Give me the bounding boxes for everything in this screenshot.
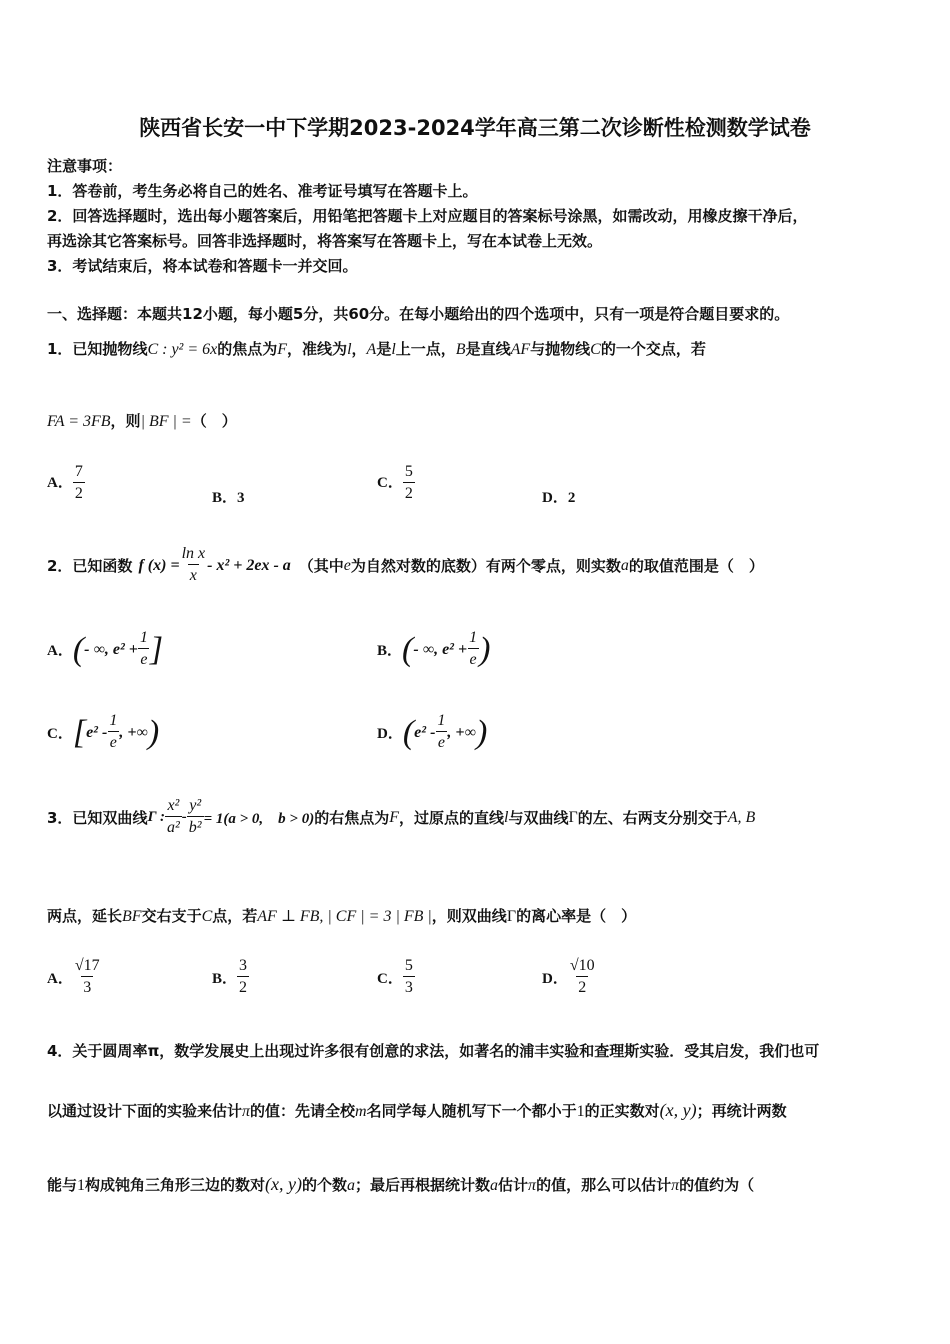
q3-minus: - — [181, 809, 187, 825]
bracket: ( — [402, 713, 415, 751]
bracket: ( — [402, 630, 414, 668]
q1-var: l — [347, 341, 352, 358]
q4-pair: (x, y) — [265, 1174, 302, 1194]
q3-eq: = 1(a > 0, b > 0) — [203, 811, 315, 827]
option-label: D． — [542, 971, 568, 987]
frac-num: 1 — [469, 629, 478, 646]
expr-text: , +∞ — [447, 723, 476, 741]
expr-text: e² - — [414, 723, 436, 741]
bracket: ( — [72, 630, 85, 668]
q3-text: 的右焦点为 — [314, 809, 390, 827]
q3-hyperbola — [147, 796, 314, 839]
frac-den: e — [436, 731, 447, 754]
q1-text: 是 — [376, 340, 392, 358]
q1-option-d[interactable]: D．2 — [542, 490, 576, 506]
q3-text: 的左、右两支分别交于 — [577, 809, 728, 827]
q2-text: 的取值范围是（ ） — [628, 557, 764, 575]
q3-text: 交右支于 — [141, 907, 202, 925]
frac-den: 2 — [237, 976, 249, 999]
q1-text: ，则 — [110, 412, 141, 430]
q2-f: f (x) = — [138, 556, 180, 574]
question-2-line — [47, 544, 764, 587]
q3-text: ，则双曲线 — [431, 907, 507, 925]
expr-text: - ∞, e² + — [413, 640, 468, 658]
frac-den: e — [468, 648, 479, 671]
q2-option-b[interactable] — [377, 628, 490, 671]
frac-num: 7 — [74, 463, 83, 480]
q4-text: 能与 — [47, 1176, 78, 1194]
frac-den: 3 — [403, 976, 415, 999]
q1-var: A — [366, 341, 377, 358]
frac-num: 5 — [404, 957, 413, 974]
q3-text: 与双曲线 — [508, 809, 569, 827]
q4-pair: (x, y) — [659, 1100, 697, 1120]
option-label: D． — [377, 726, 403, 742]
q3-option-c[interactable] — [377, 956, 415, 999]
q2-option-c[interactable] — [47, 711, 159, 754]
option-label: A． — [47, 971, 73, 987]
q3-condition: AF ⊥ FB, | CF | = 3 | FB | — [257, 908, 432, 925]
q1-var: F — [277, 341, 288, 358]
q4-text: 估计 — [498, 1176, 529, 1194]
notice-item-3: 3．考试结束后，将本试卷和答题卡一并交回。 — [47, 257, 358, 275]
q1-target: | BF | = — [140, 413, 192, 430]
q2-text: 为自然对数的底数）有两个零点，则实数 — [350, 557, 621, 575]
q4-text: 以通过设计下面的实验来估计 — [47, 1102, 243, 1120]
option-label: A． — [47, 474, 73, 491]
frac-num: √17 — [74, 957, 100, 974]
expr-text: , +∞ — [119, 723, 148, 741]
q4-var: a — [490, 1177, 499, 1194]
question-1-line-2 — [47, 410, 237, 431]
bracket: ] — [149, 630, 164, 668]
q4-var: π — [528, 1177, 537, 1194]
q1-text: ，准线为 — [287, 340, 348, 358]
q3-var: F — [389, 808, 400, 826]
q3-var: C — [201, 908, 213, 925]
q2-text: 2．已知函数 — [47, 557, 133, 575]
q4-text: 构成钝角三角形三边的数对 — [85, 1176, 266, 1194]
option-label: B． — [212, 971, 238, 987]
q4-var: a — [347, 1177, 356, 1194]
q4-text: 的正实数对 — [584, 1102, 660, 1120]
q3-gamma: Γ : — [147, 809, 165, 825]
expr-text: e² - — [86, 723, 108, 741]
q4-var: 1 — [77, 1177, 86, 1194]
q3-option-d[interactable] — [542, 956, 597, 999]
option-label: C． — [377, 971, 403, 987]
frac-num: √10 — [569, 957, 595, 974]
q3-text: 3．已知双曲线 — [47, 809, 148, 827]
q1-text: 1．已知抛物线 — [47, 340, 148, 358]
q1-option-a[interactable] — [47, 462, 85, 505]
q1-text: 是直线 — [465, 340, 511, 358]
q2-text: （其中 — [298, 557, 344, 575]
q1-text: 的焦点为 — [217, 340, 278, 358]
q3-var: A, B — [727, 808, 756, 826]
frac-den: e — [108, 731, 119, 754]
frac-num: 5 — [404, 463, 413, 480]
frac-den: 3 — [81, 976, 93, 999]
notice-heading: 注意事项： — [47, 157, 123, 175]
q1-text: 上一点， — [395, 340, 456, 358]
q3-text: 两点，延长 — [47, 907, 123, 925]
frac-num: 1 — [109, 712, 118, 729]
frac-den: 2 — [73, 482, 85, 505]
q1-var: AF — [510, 341, 531, 358]
frac-den: e — [138, 648, 149, 671]
q1-parabola: C : y² = 6x — [147, 341, 218, 358]
frac-den: x — [188, 564, 199, 587]
q3-text: ，过原点的直线 — [399, 809, 505, 827]
q4-text: 的值：先请全校 — [250, 1102, 356, 1120]
option-label: A． — [47, 643, 73, 659]
q2-option-d[interactable] — [377, 711, 487, 754]
q3-text: 点，若 — [212, 907, 258, 925]
q3-var: Γ — [568, 808, 578, 826]
q4-text: 的值，那么可以估计 — [536, 1176, 672, 1194]
question-4-line-3 — [47, 1174, 754, 1195]
question-4-line-1: 4．关于圆周率π，数学发展史上出现过许多很有创意的求法，如著名的浦丰实验和查理斯实验．受其启发，我们也可 — [47, 1042, 820, 1060]
q3-var: l — [504, 808, 509, 826]
q3-option-a[interactable] — [47, 956, 102, 999]
q1-condition: FA = 3FB — [47, 413, 111, 430]
q1-option-c[interactable] — [377, 462, 415, 505]
frac-num: 1 — [437, 712, 446, 729]
q2-var: e — [343, 556, 351, 574]
frac-den: a² — [165, 816, 182, 839]
page-title: 陕西省长安一中下学期2023-2024学年高三第二次诊断性检测数学试卷 — [139, 116, 811, 140]
q2-option-a[interactable] — [47, 628, 163, 671]
q2-var: a — [620, 556, 629, 574]
q1-var: B — [455, 341, 466, 358]
frac-num: 3 — [239, 957, 248, 974]
q1-text: ， — [351, 340, 367, 358]
q4-text: 的个数 — [302, 1176, 348, 1194]
notice-item-1: 1．答卷前，考生务必将自己的姓名、准考证号填写在答题卡上。 — [47, 182, 478, 200]
q1-text: 的一个交点，若 — [600, 340, 706, 358]
question-3-line-1 — [47, 796, 755, 839]
q4-var: π — [671, 1177, 680, 1194]
q1-var: l — [391, 341, 396, 358]
q4-text: 的值约为（ — [679, 1176, 755, 1194]
q3-option-b[interactable] — [212, 956, 249, 999]
q1-blank: （ ） — [191, 412, 237, 430]
q1-var: C — [590, 341, 601, 358]
frac-num: ln x — [181, 545, 206, 562]
notice-item-2-cont: 再选涂其它答案标号。回答非选择题时，将答案写在答题卡上，写在本试卷上无效。 — [47, 232, 603, 250]
option-label: B． — [377, 643, 403, 659]
question-1-line-1 — [47, 338, 706, 359]
q4-text: ；再统计两数 — [696, 1102, 787, 1120]
frac-den: b² — [187, 816, 204, 839]
q1-option-b[interactable]: B．3 — [212, 490, 245, 506]
q2-rest: - x² + 2ex - a — [207, 556, 291, 574]
expr-text: - ∞, e² + — [84, 640, 138, 658]
section-heading: 一、选择题：本题共12小题，每小题5分，共60分。在每小题给出的四个选项中，只有一项是符合题目要求的。 — [47, 305, 790, 323]
bracket: [ — [72, 713, 87, 751]
q3-var: BF — [122, 908, 142, 925]
q2-function — [138, 544, 290, 587]
frac-num: 1 — [139, 629, 148, 646]
q3-var: Γ — [506, 908, 517, 925]
q4-var: 1 — [576, 1103, 585, 1120]
q3-text: 的离心率是（ ） — [516, 907, 637, 925]
q4-text: 名同学每人随机写下一个都小于 — [366, 1102, 577, 1120]
frac-num: y² — [189, 797, 202, 814]
option-label: C． — [47, 726, 73, 742]
q4-var: π — [242, 1103, 251, 1120]
bracket: ) — [479, 630, 491, 668]
q4-text: ；最后再根据统计数 — [355, 1176, 491, 1194]
notice-item-2: 2．回答选择题时，选出每小题答案后，用铅笔把答题卡上对应题目的答案标号涂黑，如需改动，用橡皮擦干净后， — [47, 207, 808, 225]
bracket: ) — [475, 713, 488, 751]
frac-den: 2 — [403, 482, 415, 505]
frac-den: 2 — [576, 976, 588, 999]
q4-var: m — [355, 1103, 367, 1120]
frac-num: x² — [167, 797, 180, 814]
bracket: ) — [147, 713, 160, 751]
question-4-line-2 — [47, 1100, 787, 1121]
q1-text: 与抛物线 — [530, 340, 591, 358]
question-3-line-2 — [47, 905, 636, 926]
option-label: C． — [377, 474, 403, 491]
